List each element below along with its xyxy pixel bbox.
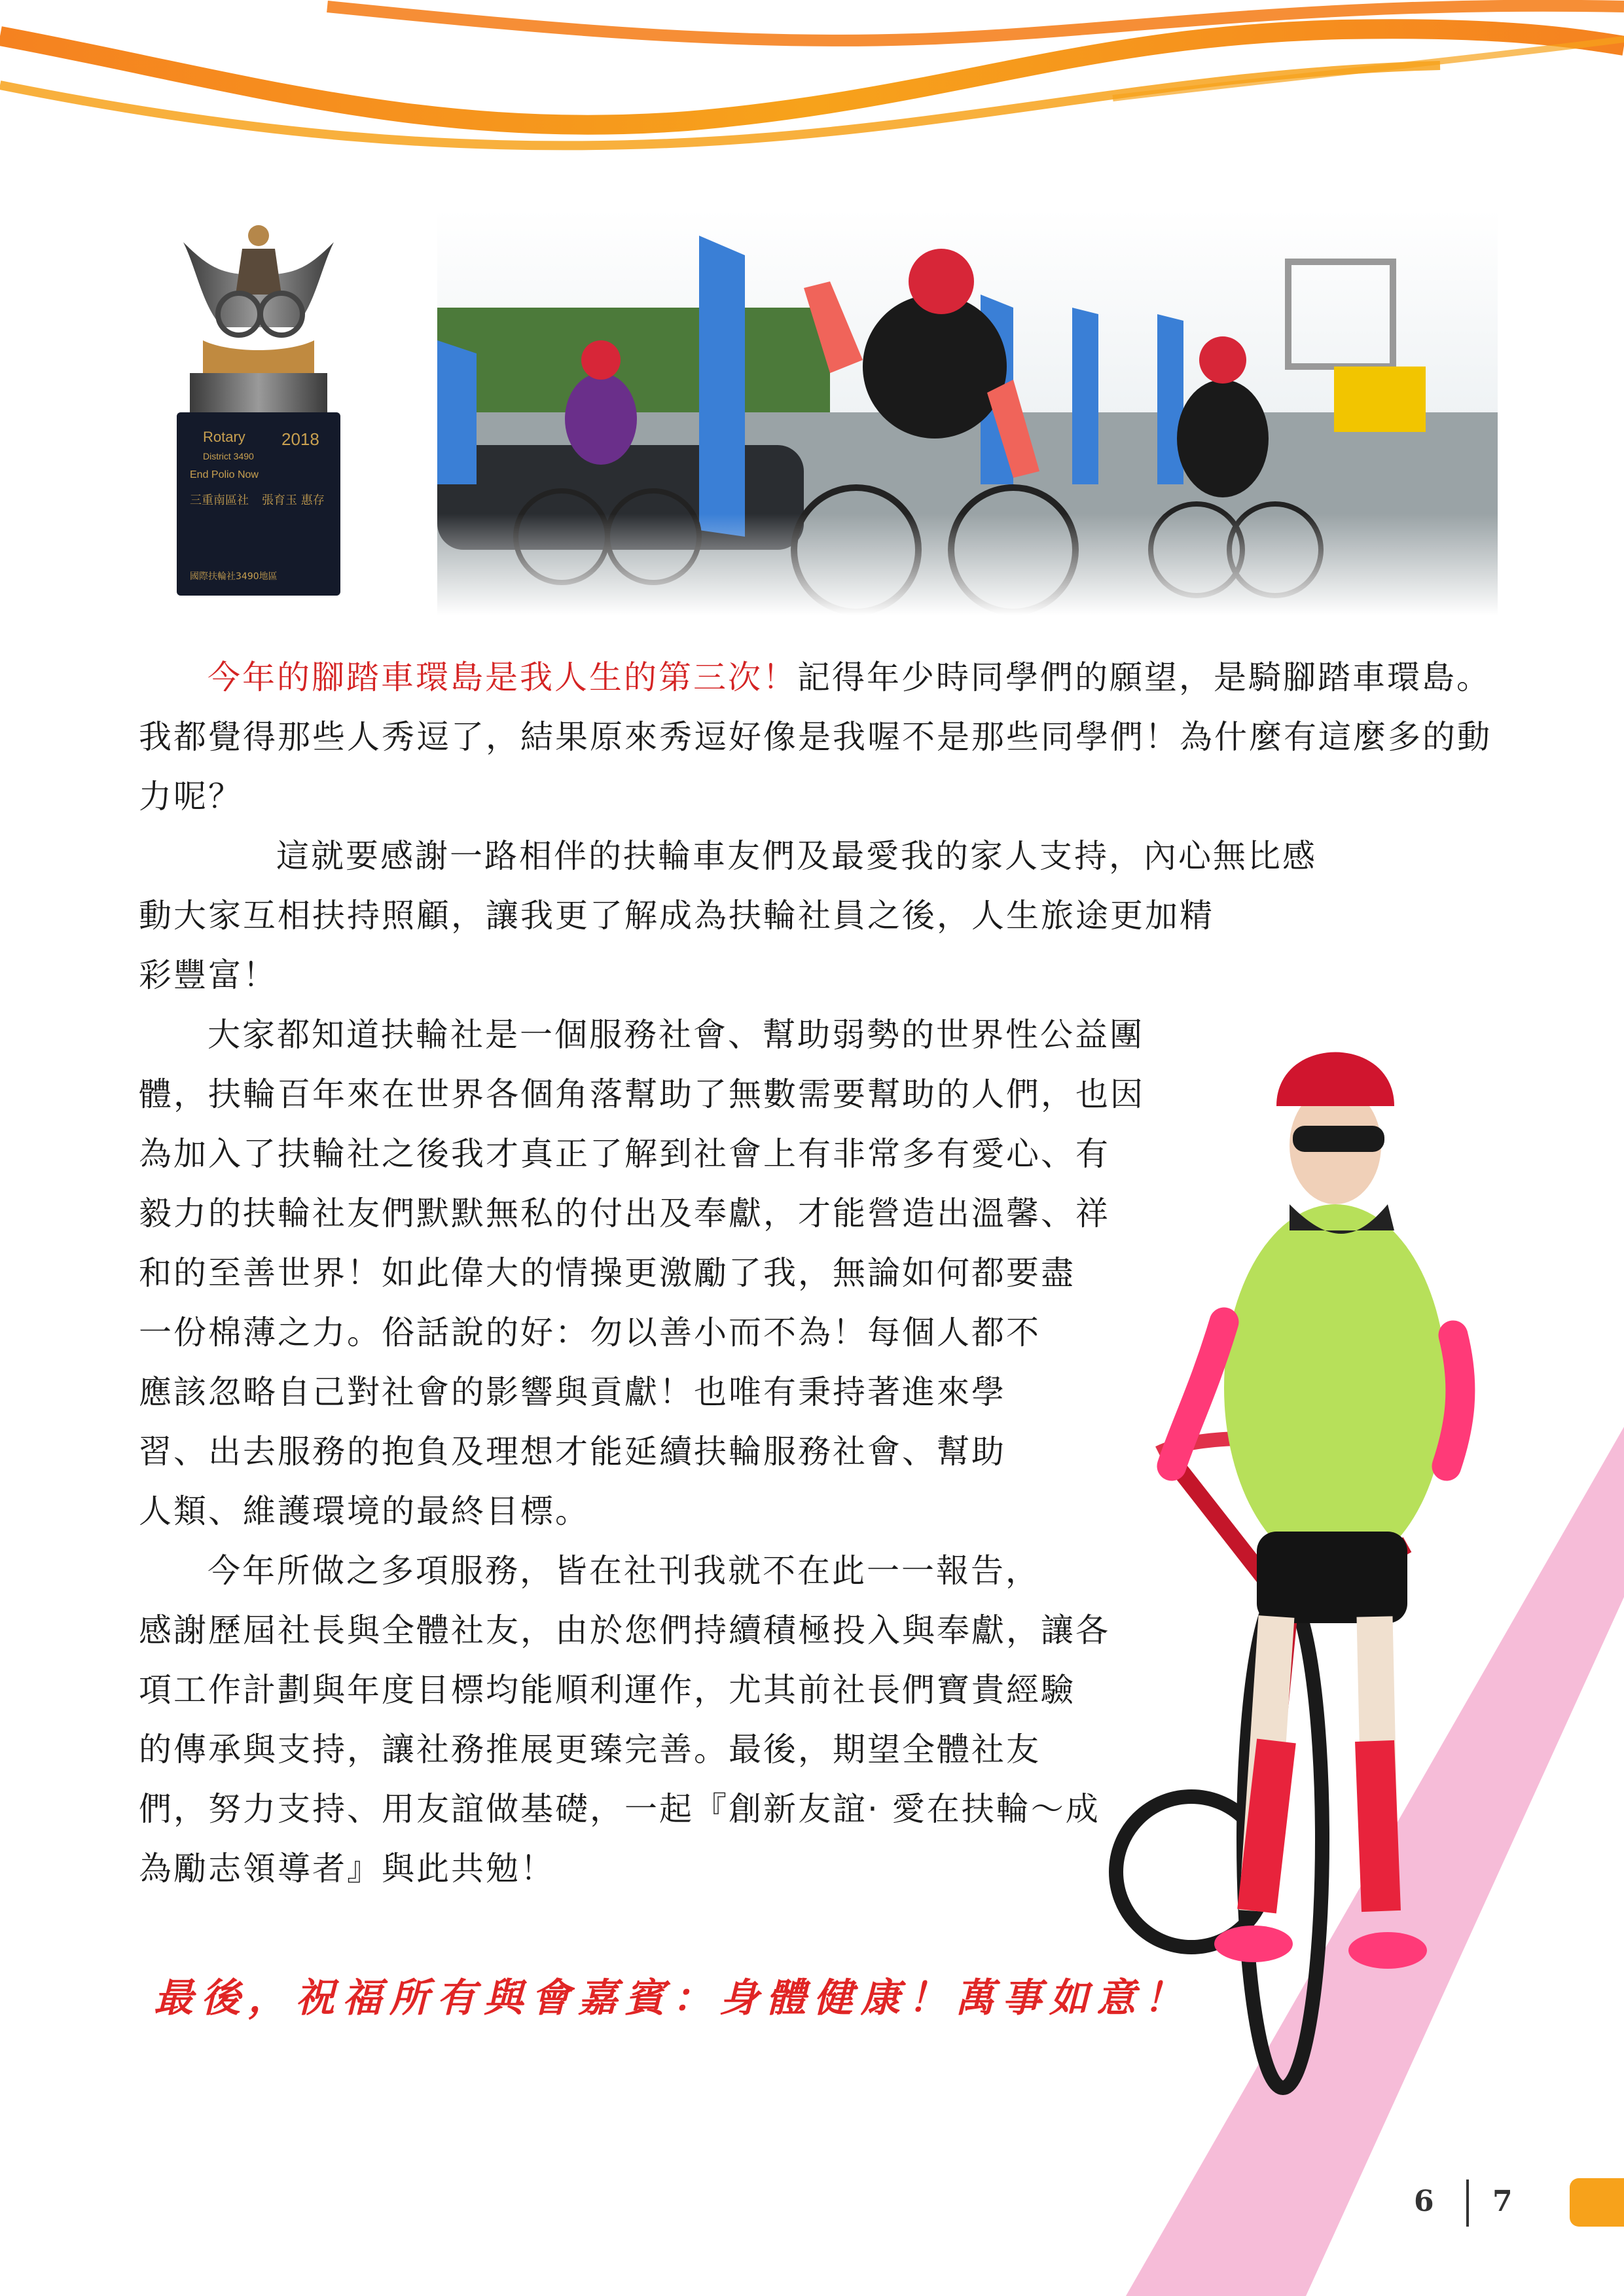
p3-line-7: 應該忽略自己對社會的影響與貢獻！也唯有秉持著進來學 [139,1373,1006,1411]
page-number-left: 6 [1414,2185,1434,2218]
paragraph-1 [139,648,1507,827]
p2-line-2: 動大家互相扶持照顧，讓我更了解成為扶輪社員之後，人生旅途更加精 [139,897,1214,935]
p4-line-4: 的傳承與支持，讓社務推展更臻完善。最後，期望全體社友 [139,1731,1041,1768]
p4-line-2: 感謝歷屆社長與全體社友，由於您們持續積極投入與奉獻，讓各 [139,1611,1110,1649]
p3-line-9: 人類、維護環境的最終目標。 [139,1492,590,1530]
p4-line-6: 為勵志領導者』與此共勉！ [139,1850,555,1888]
p2-line-1: 這就要感謝一路相伴的扶輪車友們及最愛我的家人支持，內心無比感 [276,837,1317,875]
trophy-image [164,216,353,609]
p4-line-5: 們，努力支持、用友誼做基礎，一起『創新友誼· 愛在扶輪～成 [139,1790,1100,1828]
trophy-footer: 國際扶輪社3490地區 [190,571,278,582]
p4-line-3: 項工作計劃與年度目標均能順利運作，尤其前社長們寶貴經驗 [139,1671,1075,1709]
p3-line-4: 毅力的扶輪社友們默默無私的付出及奉獻，才能營造出溫馨、祥 [139,1194,1110,1232]
closing-blessing: 最後，祝福所有與會嘉賓：身體健康！萬事如意！ [154,1975,1191,2021]
p3-line-1: 大家都知道扶輪社是一個服務社會、幫助弱勢的世界性公益團 [208,1016,1144,1054]
trophy-brand: Rotary [203,429,245,445]
p3-line-3: 為加入了扶輪社之後我才真正了解到社會上有非常多有愛心、有 [139,1135,1110,1173]
paragraph-1-text: 記得年少時同學們的願望，是騎腳踏車環島。我都覺得那些人秀逗了，結果原來秀逗好像是我喔不是那些同學們！為什麼有這麼多的動力呢？ [139,658,1492,816]
p3-line-5: 和的至善世界！如此偉大的情操更激勵了我，無論如何都要盡 [139,1254,1075,1292]
p3-line-6: 一份棉薄之力。俗話說的好：勿以善小而不為！每個人都不 [139,1314,1041,1352]
trophy-caption: End Polio Now [190,469,259,480]
p3-line-8: 習、出去服務的抱負及理想才能延續扶輪服務社會、幫助 [139,1433,1006,1471]
highlight-sentence: 今年的腳踏車環島是我人生的第三次！ [208,658,797,696]
page-tab-marker [1570,2178,1624,2227]
cyclist-portrait-image [1093,890,1538,2134]
p4-line-1: 今年所做之多項服務，皆在社刊我就不在此一一報告， [208,1552,1040,1590]
page-number-right: 7 [1492,2185,1513,2218]
trophy-name: 張育玉 惠存 [262,493,325,507]
page-number-divider [1466,2179,1469,2227]
p3-line-2: 體，扶輪百年來在世界各個角落幫助了無數需要幫助的人們，也因 [139,1075,1145,1113]
p2-line-3: 彩豐富！ [139,956,278,994]
trophy-district: District 3490 [203,451,254,461]
cycling-group-photo [437,209,1498,615]
trophy-club: 三重南區社 [190,493,249,507]
trophy-year: 2018 [281,429,319,449]
